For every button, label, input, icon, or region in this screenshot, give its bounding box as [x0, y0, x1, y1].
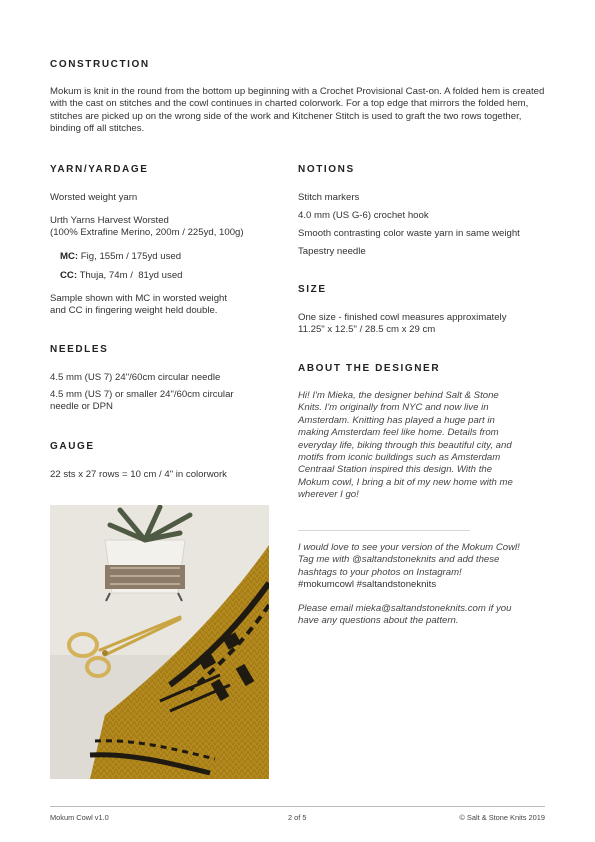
size-value — [298, 312, 546, 337]
notion-item: Smooth contrasting color waste yarn in same weight — [298, 228, 520, 239]
cowl-photo — [50, 505, 269, 779]
hashtags[interactable]: #mokumcowl #saltandstoneknits — [298, 579, 437, 591]
footer-rule — [50, 806, 545, 807]
sample-line-1: Sample shown with MC in worsted weight — [50, 293, 228, 304]
mc-line — [60, 251, 181, 263]
notions-heading: NOTIONS — [298, 164, 355, 175]
cowl-photo-illustration — [50, 505, 269, 779]
mc-value: Fig, 155m / 175yd used — [80, 251, 182, 262]
gauge-value: 22 sts x 27 rows = 10 cm / 4" in colorwork — [50, 469, 227, 480]
cc-line — [60, 270, 183, 282]
needle-1: 4.5 mm (US 7) 24"/60cm circular needle — [50, 372, 221, 383]
sample-note — [50, 293, 280, 318]
footer-copyright: © Salt & Stone Knits 2019 — [459, 813, 545, 822]
construction-text: Mokum is knit in the round from the bottom up beginning with a Crochet Provisional Cast-on. A folded hem is created with the cast on stitches and the cowl continues in charted colorwork. For a top edge that mirrors the folded hem, stitches are picked up on the wrong side of the work and Kitchener Stitch is used to graft the two rows together, binding off all stitches. — [50, 86, 545, 135]
cc-label: CC: — [60, 270, 78, 281]
yarn-heading: YARN/YARDAGE — [50, 164, 149, 175]
needles-heading: NEEDLES — [50, 344, 109, 355]
mc-label: MC: — [60, 251, 79, 262]
size-line-2: 11.25" x 12.5" / 28.5 cm x 29 cm — [298, 324, 436, 336]
yarn-brand: Urth Yarns Harvest Worsted — [50, 215, 169, 226]
needle-2-line-a: 4.5 mm (US 7) or smaller 24"/60cm circular — [50, 389, 234, 400]
notion-item: 4.0 mm (US G-6) crochet hook — [298, 210, 429, 221]
notion-item: Stitch markers — [298, 192, 360, 203]
sample-line-2: and CC in fingering weight held double. — [50, 305, 218, 317]
footer-title: Mokum Cowl v1.0 — [50, 813, 109, 822]
yarn-fiber: (100% Extrafine Merino, 200m / 225yd, 100g) — [50, 227, 244, 239]
notion-item: Tapestry needle — [298, 246, 366, 257]
gauge-heading: GAUGE — [50, 441, 95, 452]
divider — [298, 530, 470, 531]
contact-text: Please email mieka@saltandstoneknits.com if you have any questions about the pattern. — [298, 603, 512, 627]
designer-heading: ABOUT THE DESIGNER — [298, 363, 441, 374]
share-message: I would love to see your version of the Mokum Cowl! Tag me with @saltandstoneknits and add these hashtags to your photos on Instagram! — [298, 542, 520, 578]
yarn-name — [50, 215, 280, 240]
yarn-weight: Worsted weight yarn — [50, 192, 138, 203]
size-line-1: One size - finished cowl measures approximately — [298, 312, 507, 323]
needle-2-line-b: needle or DPN — [50, 401, 113, 413]
share-text — [298, 542, 520, 592]
designer-bio: Hi! I'm Mieka, the designer behind Salt & Stone Knits. I'm originally from NYC and now live in Amsterdam. Knitting has played a huge part in making Amsterdam feel like home. Details from everyday life, biking through this beautiful city, and motifs from iconic buildings such as Amsterdam Centraal Station inspired this design. With the Mokum cowl, I bring a bit of my new home with me wherever I go! — [298, 390, 513, 501]
size-heading: SIZE — [298, 284, 327, 295]
page-number: 2 of 5 — [288, 813, 307, 822]
needle-2 — [50, 389, 280, 414]
construction-heading: CONSTRUCTION — [50, 59, 150, 70]
cc-value: Thuja, 74m / 81yd used — [79, 270, 183, 281]
